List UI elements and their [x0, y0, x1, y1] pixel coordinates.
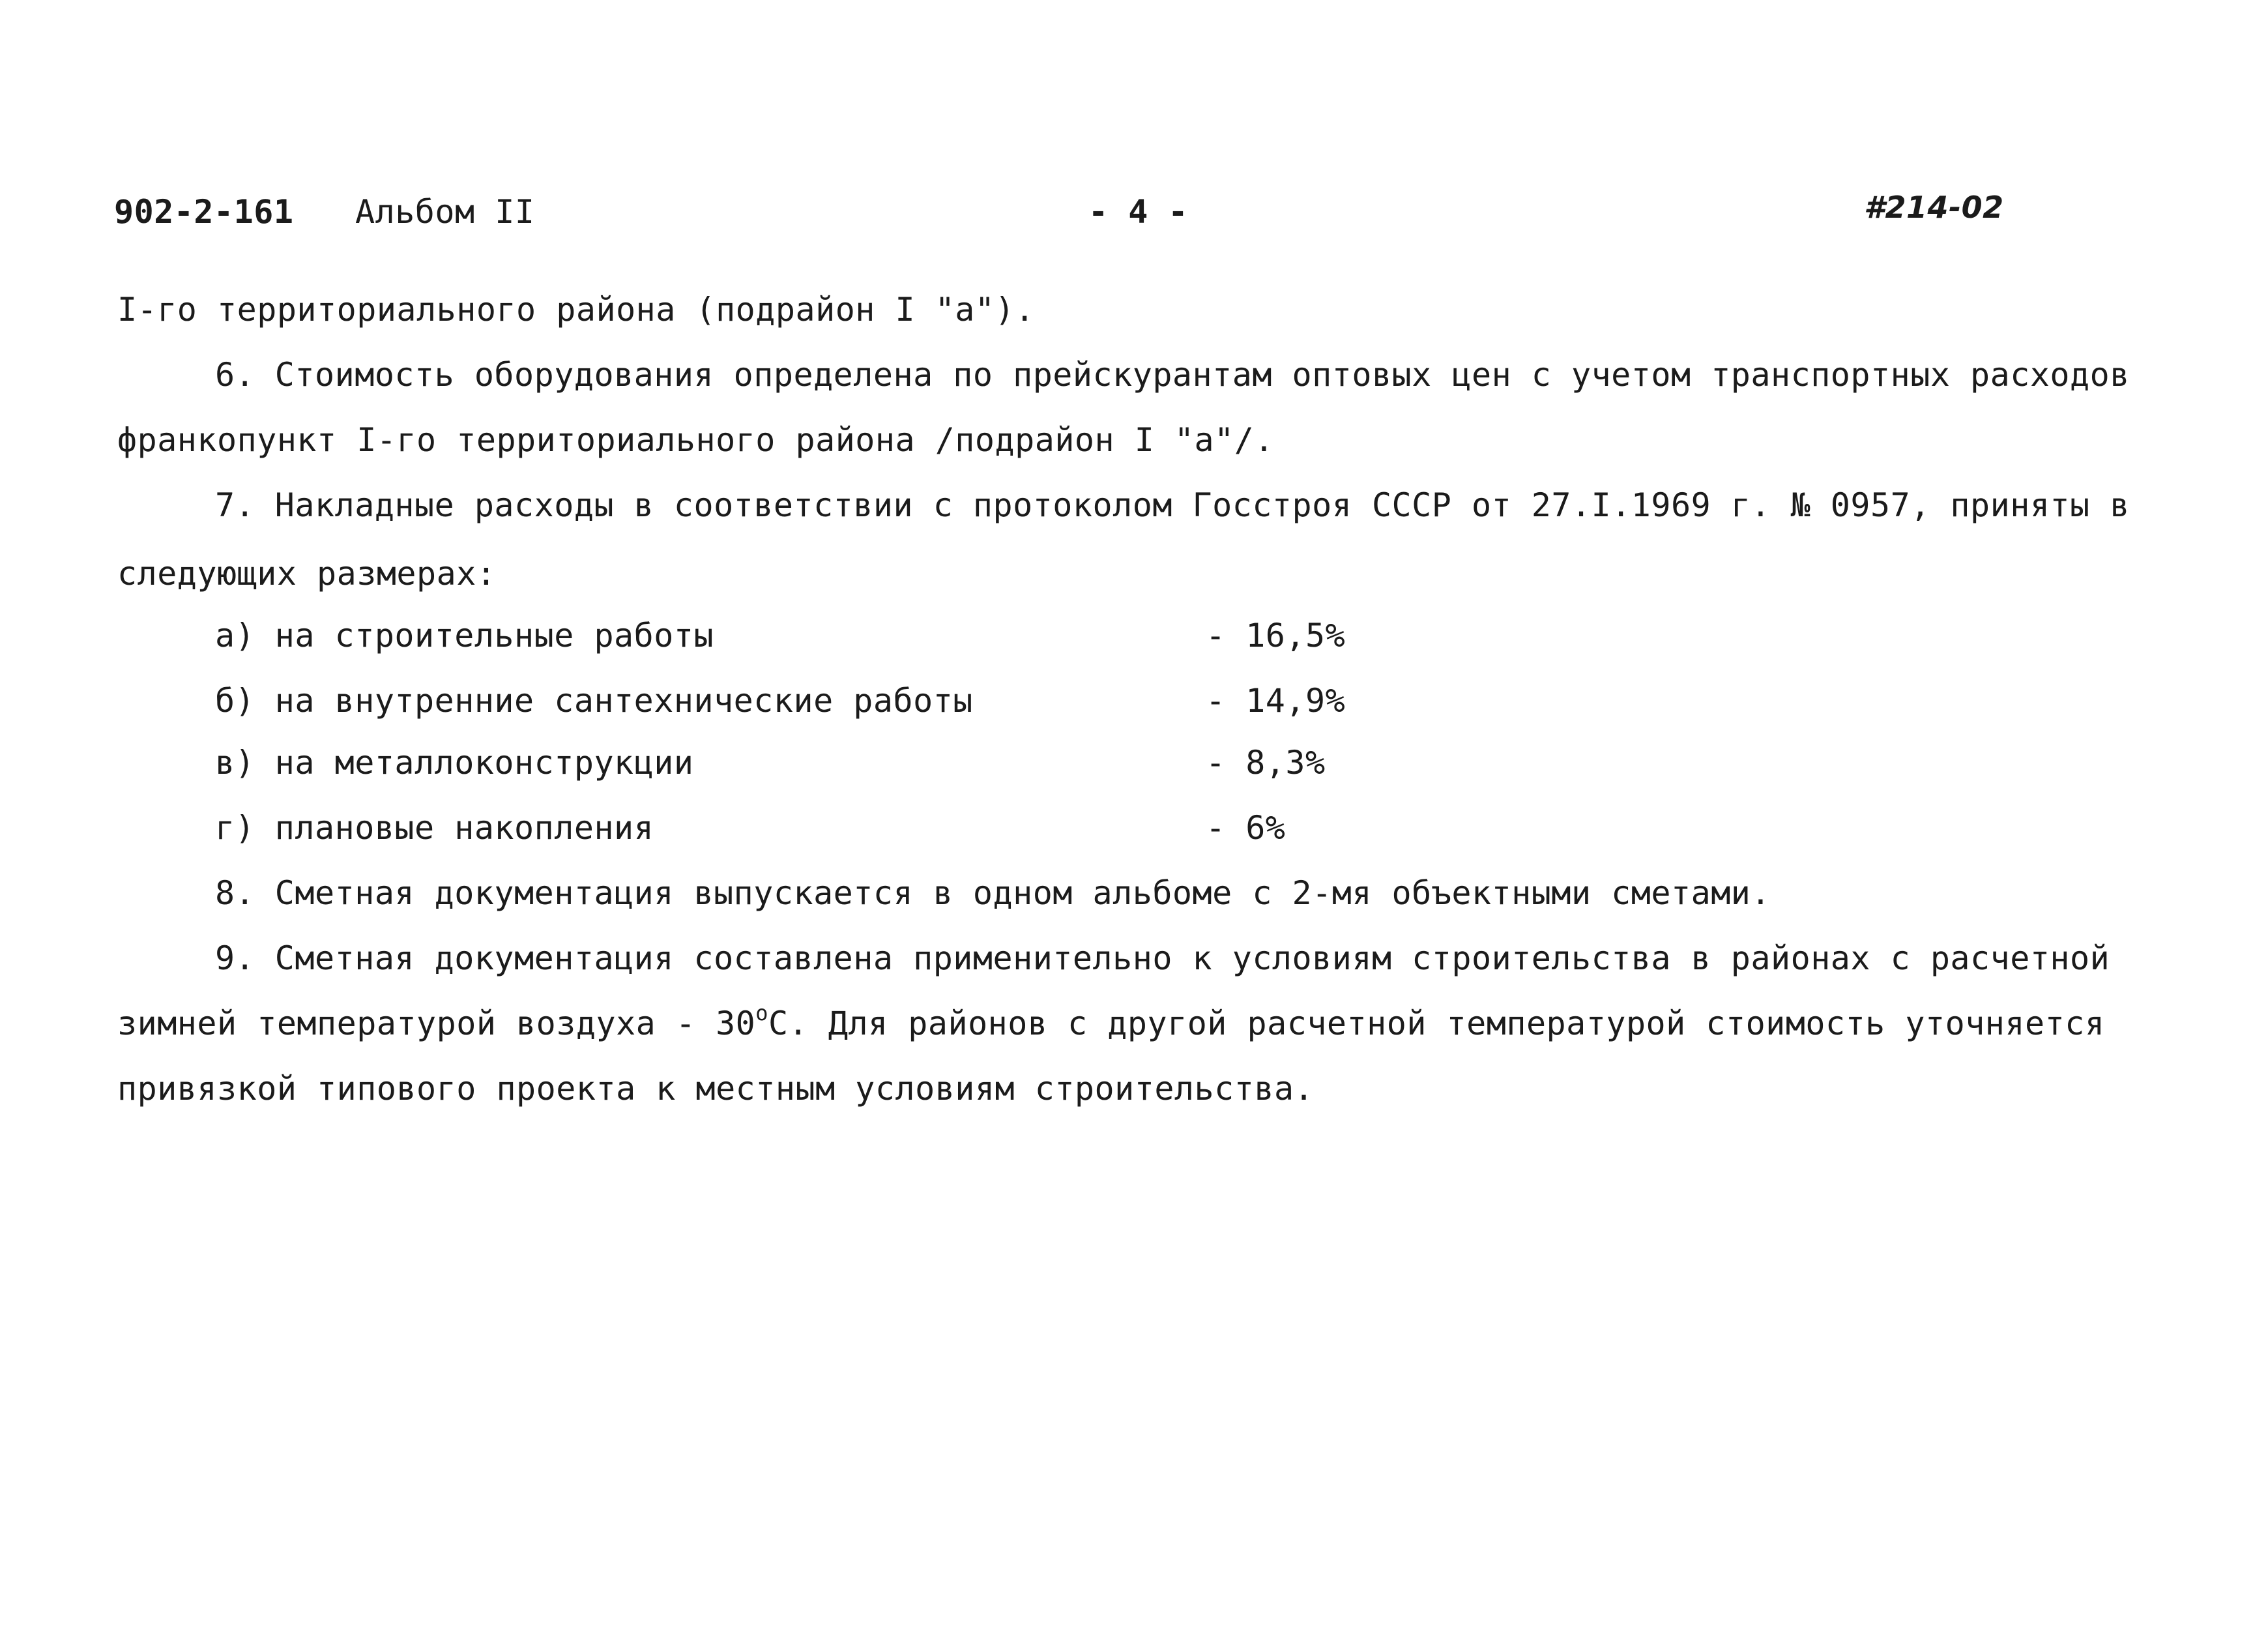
paragraph-9-line-3: привязкой типового проекта к местным условиям строительства. — [117, 1070, 1315, 1108]
paragraph-8: 8. Сметная документация выпускается в одном альбоме с 2-мя объектными сметами. — [215, 874, 1771, 912]
rate-item-value: - 14,9% — [1206, 682, 1346, 720]
text-line: I-го территориального района (подрайон I "а"). — [117, 291, 1035, 329]
rate-item-label: в) на металлоконструкции — [215, 744, 694, 782]
paragraph-9-line-2 — [117, 1001, 2105, 1043]
paragraph-7-line-2: следующих размерах: — [117, 555, 497, 593]
rate-item-value: - 6% — [1206, 809, 1286, 847]
rate-item-value: - 16,5% — [1206, 617, 1346, 654]
paragraph-6-line-2: франкопункт I-го территориального района /подрайон I "а"/. — [117, 421, 1274, 459]
handwritten-note: #214-02 — [1864, 190, 2004, 225]
page-number: - 4 - — [1088, 193, 1189, 231]
paragraph-9-line-1: 9. Сметная документация составлена применительно к условиям строительства в районах с расчетной — [215, 939, 2110, 977]
rate-item-label: а) на строительные работы — [215, 617, 714, 654]
degree-sign: о — [755, 1001, 769, 1025]
rate-item-value: - 8,3% — [1206, 744, 1326, 782]
album-label: Альбом II — [355, 193, 535, 231]
rate-item-label: г) плановые накопления — [215, 809, 654, 847]
document-code: 902-2-161 — [114, 193, 294, 231]
rate-item-label: б) на внутренние сантехнические работы — [215, 682, 973, 720]
paragraph-6-line-1: 6. Стоимость оборудования определена по прейскурантам оптовых цен с учетом транспортных расходов — [215, 356, 2130, 394]
paragraph-9-line-2-end: С. Для районов с другой расчетной температурой стоимость уточняется — [768, 1005, 2105, 1042]
paragraph-7-line-1: 7. Накладные расходы в соответствии с протоколом Госстроя СССР от 27.I.1969 г. № 0957, приняты в — [215, 486, 2130, 524]
paragraph-9-line-2-start: зимней температурой воздуха - 30 — [117, 1005, 756, 1042]
